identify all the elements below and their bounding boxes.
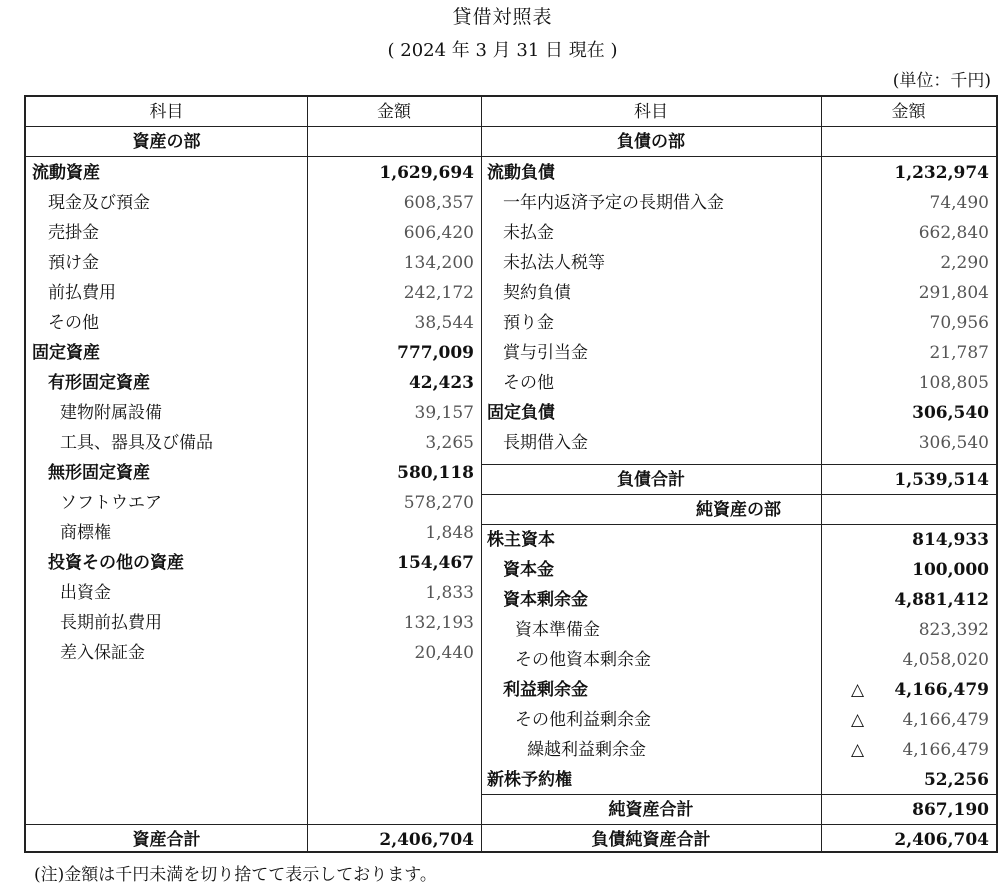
assets-row-value: 606,420 bbox=[403, 223, 474, 243]
liabilities-row-value: 74,490 bbox=[929, 193, 989, 213]
assets-row-label: 売掛金 bbox=[48, 223, 99, 243]
as-of-date: ( 2024 年 3 月 31 日 現在 ) bbox=[387, 40, 618, 61]
assets-row-value: 777,009 bbox=[397, 343, 474, 363]
liabilities-row-label: 未払金 bbox=[503, 223, 554, 243]
liabilities-total-label: 負債合計 bbox=[617, 470, 685, 490]
liabilities-row-value: 306,540 bbox=[912, 403, 989, 423]
assets-row-value: 38,544 bbox=[414, 313, 474, 333]
liabilities-row-label: 契約負債 bbox=[503, 283, 571, 303]
liabilities-row-value: 2,290 bbox=[940, 253, 989, 273]
liabilities-row-value: 306,540 bbox=[918, 433, 989, 453]
liabilities-row-value: 291,804 bbox=[918, 283, 989, 303]
net-assets-total-value: 867,190 bbox=[912, 800, 989, 820]
assets-row-value: 20,440 bbox=[414, 643, 474, 663]
assets-row-label: 前払費用 bbox=[48, 283, 116, 303]
liabilities-row-value: 21,787 bbox=[929, 343, 989, 363]
header-item-right: 科目 bbox=[634, 102, 668, 122]
assets-row-value: 134,200 bbox=[403, 253, 474, 273]
net_assets-row-value: 4,166,479 bbox=[902, 740, 989, 760]
assets-row-label: 出資金 bbox=[60, 583, 111, 603]
assets-row-value: 42,423 bbox=[408, 373, 474, 393]
assets-row-value: 154,467 bbox=[397, 553, 474, 573]
net_assets-row-value: 814,933 bbox=[912, 530, 989, 550]
net_assets-row-negative-mark: △ bbox=[851, 740, 865, 760]
liabilities-row-value: 70,956 bbox=[929, 313, 989, 333]
assets-row-value: 578,270 bbox=[403, 493, 474, 513]
footnote: (注)金額は千円未満を切り捨てて表示しております。 bbox=[34, 865, 437, 885]
assets-row-value: 3,265 bbox=[425, 433, 474, 453]
liabilities-total-value: 1,539,514 bbox=[894, 470, 989, 490]
assets-row-label: 工具、器具及び備品 bbox=[60, 433, 213, 453]
net_assets-row-label: 新株予約権 bbox=[487, 770, 572, 790]
liabilities-net-assets-total-label: 負債純資産合計 bbox=[591, 830, 711, 850]
assets-total-label: 資産合計 bbox=[132, 830, 201, 850]
assets-row-label: 預け金 bbox=[48, 253, 99, 273]
net_assets-row-label: 株主資本 bbox=[487, 530, 555, 550]
assets-row-value: 242,172 bbox=[403, 283, 474, 303]
net_assets-row-label: 繰越利益剰余金 bbox=[527, 740, 646, 760]
assets-row-label: 無形固定資産 bbox=[48, 463, 150, 483]
header-amount-right: 金額 bbox=[891, 102, 926, 122]
liabilities-row-label: 固定負債 bbox=[487, 403, 555, 423]
net_assets-row-value: 823,392 bbox=[918, 620, 989, 640]
net_assets-row-label: 資本剰余金 bbox=[503, 590, 588, 610]
assets-row-label: 現金及び預金 bbox=[48, 193, 150, 213]
liabilities-net-assets-total-value: 2,406,704 bbox=[894, 830, 989, 850]
net_assets-row-label: その他資本剰余金 bbox=[515, 650, 651, 670]
net_assets-row-label: 利益剰余金 bbox=[503, 680, 588, 700]
assets-row-value: 1,848 bbox=[425, 523, 474, 543]
net_assets-row-label: 資本金 bbox=[503, 560, 554, 580]
assets-row-label: その他 bbox=[48, 313, 99, 333]
liabilities-row-value: 1,232,974 bbox=[894, 163, 989, 183]
net_assets-row-value: 4,166,479 bbox=[902, 710, 989, 730]
assets-row-value: 132,193 bbox=[403, 613, 474, 633]
assets-row-label: 流動資産 bbox=[32, 163, 100, 183]
assets-row-value: 1,833 bbox=[425, 583, 474, 603]
assets-row-label: 有形固定資産 bbox=[48, 373, 150, 393]
header-amount-left: 金額 bbox=[377, 102, 411, 122]
section-assets: 資産の部 bbox=[132, 132, 201, 152]
liabilities-row-label: 未払法人税等 bbox=[503, 253, 605, 273]
liabilities-row-label: 長期借入金 bbox=[503, 433, 588, 453]
net_assets-row-value: 100,000 bbox=[912, 560, 989, 580]
section-net-assets: 純資産の部 bbox=[696, 500, 781, 520]
assets-row-label: 建物附属設備 bbox=[60, 403, 162, 423]
assets-row-value: 39,157 bbox=[414, 403, 474, 423]
net_assets-row-value: 4,881,412 bbox=[894, 590, 989, 610]
assets-row-value: 580,118 bbox=[397, 463, 474, 483]
document-title: 貸借対照表 bbox=[452, 6, 553, 28]
liabilities-row-value: 662,840 bbox=[918, 223, 989, 243]
assets-row-label: ソフトウエア bbox=[60, 493, 162, 513]
assets-row-label: 差入保証金 bbox=[60, 643, 145, 663]
liabilities-row-label: 賞与引当金 bbox=[503, 343, 588, 363]
assets-row-label: 固定資産 bbox=[32, 343, 100, 363]
unit-label: (単位：千円) bbox=[892, 71, 991, 91]
liabilities-row-label: 一年内返済予定の長期借入金 bbox=[503, 193, 724, 213]
liabilities-row-label: 預り金 bbox=[503, 313, 554, 333]
liabilities-row-value: 108,805 bbox=[918, 373, 989, 393]
liabilities-row-label: その他 bbox=[503, 373, 554, 393]
assets-total-value: 2,406,704 bbox=[379, 830, 474, 850]
assets-row-value: 1,629,694 bbox=[379, 163, 474, 183]
section-liabilities: 負債の部 bbox=[617, 132, 685, 152]
net-assets-total-label: 純資産合計 bbox=[608, 800, 694, 820]
net_assets-row-value: 4,058,020 bbox=[902, 650, 989, 670]
assets-row-label: 長期前払費用 bbox=[60, 613, 162, 633]
net_assets-row-negative-mark: △ bbox=[851, 680, 865, 700]
assets-row-label: 商標権 bbox=[60, 523, 111, 543]
net_assets-row-label: その他利益剰余金 bbox=[515, 710, 651, 730]
net_assets-row-negative-mark: △ bbox=[851, 710, 865, 730]
assets-row-value: 608,357 bbox=[403, 193, 474, 213]
net_assets-row-label: 資本準備金 bbox=[515, 620, 600, 640]
liabilities-row-label: 流動負債 bbox=[487, 163, 555, 183]
header-item-left: 科目 bbox=[149, 102, 184, 122]
net_assets-row-value: 4,166,479 bbox=[894, 680, 989, 700]
assets-row-label: 投資その他の資産 bbox=[48, 553, 184, 573]
balance-sheet-table bbox=[24, 95, 998, 853]
net_assets-row-value: 52,256 bbox=[923, 770, 989, 790]
